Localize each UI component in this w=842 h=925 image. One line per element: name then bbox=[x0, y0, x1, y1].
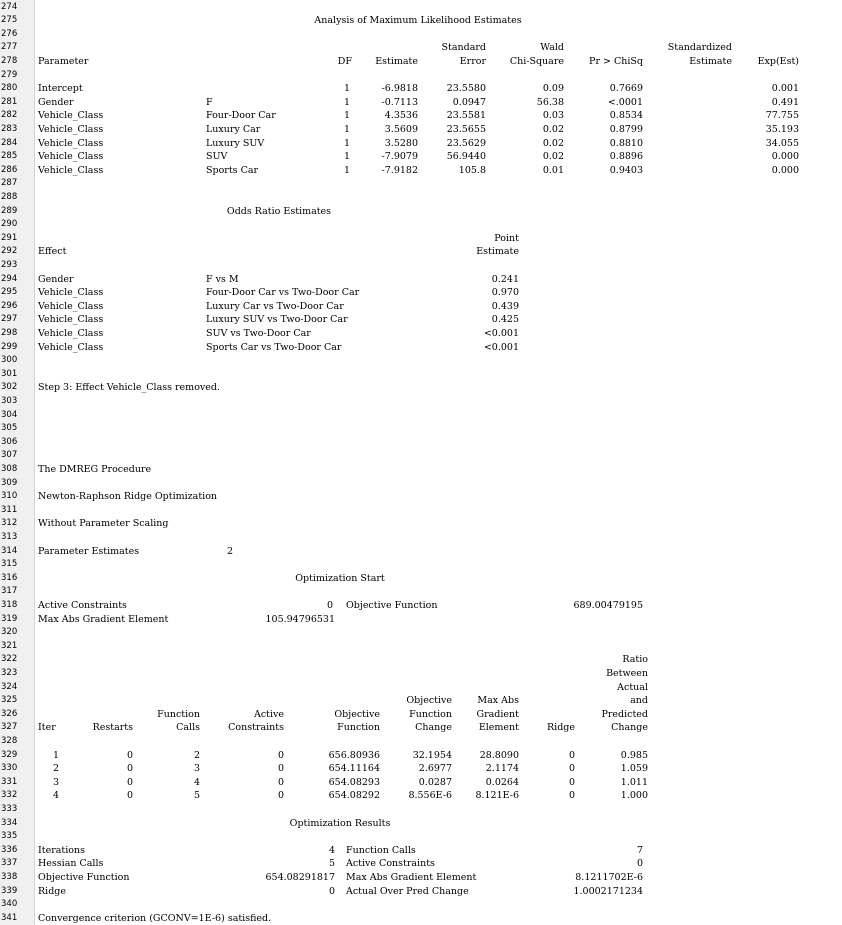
table-cell: 0.8534 bbox=[609, 110, 643, 122]
table-cell: 0.01 bbox=[542, 164, 564, 176]
table-cell: 0 bbox=[277, 790, 284, 802]
line-number: 330 bbox=[1, 763, 18, 774]
table-cell: 0.000 bbox=[771, 151, 799, 163]
line-number: 333 bbox=[1, 803, 18, 814]
line-number: 326 bbox=[1, 708, 18, 719]
table-cell: 0 bbox=[277, 749, 284, 761]
line-number: 325 bbox=[1, 695, 18, 706]
line-number: 306 bbox=[1, 436, 18, 447]
label-text: Function Calls bbox=[346, 844, 416, 856]
line-number: 318 bbox=[1, 599, 18, 610]
table-cell: 2 bbox=[193, 749, 200, 761]
column-header: Parameter bbox=[38, 55, 89, 67]
table-cell: 0.03 bbox=[542, 110, 564, 122]
line-number: 304 bbox=[1, 409, 18, 420]
column-header: Exp(Est) bbox=[757, 55, 799, 67]
table-cell: Vehicle_Class bbox=[38, 123, 104, 135]
line-number: 305 bbox=[1, 423, 18, 434]
table-cell: 8.121E-6 bbox=[475, 790, 519, 802]
column-header: Element bbox=[478, 722, 519, 734]
section-title: Optimization Results bbox=[289, 817, 391, 829]
line-number: 301 bbox=[1, 368, 18, 379]
line-number: 323 bbox=[1, 667, 18, 678]
line-number: 321 bbox=[1, 640, 18, 651]
table-cell: 23.5580 bbox=[446, 83, 486, 95]
line-number: 312 bbox=[1, 518, 18, 529]
table-cell: 23.5655 bbox=[446, 123, 486, 135]
column-header: Between bbox=[606, 667, 648, 679]
column-header: Pr > ChiSq bbox=[589, 55, 643, 67]
table-cell: 35.193 bbox=[765, 123, 799, 135]
table-cell: 654.11164 bbox=[328, 763, 380, 775]
column-header: Estimate bbox=[689, 55, 732, 67]
table-cell: Vehicle_Class bbox=[38, 327, 104, 339]
line-number: 340 bbox=[1, 899, 18, 910]
line-number: 278 bbox=[1, 55, 18, 66]
table-cell: 28.8090 bbox=[479, 749, 519, 761]
column-header: Standard bbox=[441, 42, 486, 54]
column-header: Function bbox=[337, 722, 380, 734]
value-text: 654.08291817 bbox=[265, 871, 335, 883]
table-cell: 105.8 bbox=[458, 164, 486, 176]
table-cell: 0 bbox=[277, 776, 284, 788]
line-number: 299 bbox=[1, 341, 18, 352]
table-cell: 0.0947 bbox=[452, 96, 486, 108]
line-number: 291 bbox=[1, 232, 18, 243]
table-cell: Vehicle_Class bbox=[38, 287, 104, 299]
table-cell: 3.5609 bbox=[384, 123, 418, 135]
table-cell: 0.425 bbox=[491, 314, 519, 326]
table-cell: 4 bbox=[193, 776, 200, 788]
value-text: 0 bbox=[636, 858, 643, 870]
line-number: 280 bbox=[1, 83, 18, 94]
line-number: 289 bbox=[1, 205, 18, 216]
column-header: Error bbox=[459, 55, 486, 67]
line-number: 277 bbox=[1, 42, 18, 53]
column-header: Ridge bbox=[547, 722, 575, 734]
table-cell: 56.38 bbox=[536, 96, 564, 108]
table-cell: -7.9079 bbox=[381, 151, 418, 163]
column-header: Effect bbox=[38, 246, 67, 258]
table-cell: 0 bbox=[126, 790, 133, 802]
procedure-title: The DMREG Procedure bbox=[38, 463, 152, 475]
table-cell: 1 bbox=[343, 164, 350, 176]
line-number: 285 bbox=[1, 151, 18, 162]
line-number: 300 bbox=[1, 355, 18, 366]
table-cell: <0.001 bbox=[483, 341, 519, 353]
line-number: 286 bbox=[1, 164, 18, 175]
line-number: 334 bbox=[1, 817, 18, 828]
line-number: 290 bbox=[1, 219, 18, 230]
table-cell: 8.556E-6 bbox=[408, 790, 452, 802]
table-cell: 0 bbox=[568, 790, 575, 802]
table-cell: 1 bbox=[343, 96, 350, 108]
table-cell: <0.001 bbox=[483, 327, 519, 339]
line-number: 276 bbox=[1, 28, 18, 39]
table-cell: Vehicle_Class bbox=[38, 300, 104, 312]
table-cell: -0.7113 bbox=[381, 96, 418, 108]
table-cell: Gender bbox=[38, 96, 74, 108]
column-header: Actual bbox=[617, 681, 648, 693]
line-number: 307 bbox=[1, 450, 18, 461]
table-cell: 3.5280 bbox=[384, 137, 418, 149]
table-cell: 32.1954 bbox=[412, 749, 452, 761]
table-cell: 1.000 bbox=[620, 790, 648, 802]
table-cell: 23.5629 bbox=[446, 137, 486, 149]
line-number: 314 bbox=[1, 545, 18, 556]
table-cell: 0.7669 bbox=[609, 83, 643, 95]
table-cell: Sports Car vs Two-Door Car bbox=[206, 341, 342, 353]
value-text: 105.94796531 bbox=[265, 613, 335, 625]
line-number: 287 bbox=[1, 178, 18, 189]
table-cell: 0.9403 bbox=[609, 164, 643, 176]
table-cell: Four-Door Car bbox=[206, 110, 276, 122]
table-cell: 1 bbox=[52, 749, 59, 761]
line-number: 317 bbox=[1, 586, 18, 597]
table-cell: Vehicle_Class bbox=[38, 151, 104, 163]
line-number: 316 bbox=[1, 572, 18, 583]
label-text: Parameter Estimates bbox=[38, 545, 140, 557]
line-number: 288 bbox=[1, 191, 18, 202]
table-cell: Gender bbox=[38, 273, 74, 285]
line-number: 336 bbox=[1, 844, 18, 855]
table-cell: 0 bbox=[568, 749, 575, 761]
table-cell: 0 bbox=[277, 763, 284, 775]
line-number: 313 bbox=[1, 531, 18, 542]
line-number: 332 bbox=[1, 790, 18, 801]
line-number: 309 bbox=[1, 477, 18, 488]
table-cell: 1 bbox=[343, 137, 350, 149]
table-cell: 1 bbox=[343, 123, 350, 135]
column-header: Predicted bbox=[601, 708, 648, 720]
line-number: 302 bbox=[1, 382, 18, 393]
table-cell: 2.6977 bbox=[418, 763, 452, 775]
column-header: Change bbox=[415, 722, 452, 734]
table-cell: 56.9440 bbox=[446, 151, 486, 163]
line-number: 338 bbox=[1, 871, 18, 882]
value-text: 8.1211702E-6 bbox=[575, 871, 643, 883]
line-number: 274 bbox=[1, 1, 18, 12]
line-number: 295 bbox=[1, 287, 18, 298]
table-cell: 23.5581 bbox=[446, 110, 486, 122]
column-header: DF bbox=[337, 55, 352, 67]
table-cell: 0.02 bbox=[542, 151, 564, 163]
table-cell: 0 bbox=[126, 749, 133, 761]
table-cell: 0.241 bbox=[491, 273, 519, 285]
column-header: Restarts bbox=[92, 722, 133, 734]
line-number: 283 bbox=[1, 123, 18, 134]
table-cell: Vehicle_Class bbox=[38, 164, 104, 176]
line-number: 303 bbox=[1, 395, 18, 406]
label-text: Hessian Calls bbox=[38, 858, 104, 870]
column-header: Objective bbox=[334, 708, 380, 720]
table-cell: -6.9818 bbox=[381, 83, 418, 95]
value-text: 5 bbox=[328, 858, 335, 870]
table-cell: 0 bbox=[126, 763, 133, 775]
table-cell: Luxury SUV bbox=[206, 137, 265, 149]
table-cell: 4.3536 bbox=[384, 110, 418, 122]
line-number: 329 bbox=[1, 749, 18, 760]
column-header: Ratio bbox=[622, 654, 648, 666]
table-cell: 0.02 bbox=[542, 137, 564, 149]
table-cell: 4 bbox=[52, 790, 59, 802]
table-cell: 3 bbox=[193, 763, 200, 775]
line-number: 339 bbox=[1, 885, 18, 896]
convergence-message: Convergence criterion (GCONV=1E-6) satisfied. bbox=[38, 912, 272, 924]
column-header: Iter bbox=[38, 722, 56, 734]
line-number: 297 bbox=[1, 314, 18, 325]
table-cell: Vehicle_Class bbox=[38, 314, 104, 326]
table-cell: Luxury Car vs Two-Door Car bbox=[206, 300, 344, 312]
column-header: Standardized bbox=[667, 42, 732, 54]
table-cell: Four-Door Car vs Two-Door Car bbox=[206, 287, 360, 299]
line-number: 324 bbox=[1, 681, 18, 692]
table-cell: 0 bbox=[568, 763, 575, 775]
table-cell: Intercept bbox=[38, 83, 83, 95]
table-cell: 0.8896 bbox=[609, 151, 643, 163]
line-number: 335 bbox=[1, 831, 18, 842]
method-title: Newton-Raphson Ridge Optimization bbox=[38, 491, 218, 503]
table-cell: Luxury SUV vs Two-Door Car bbox=[206, 314, 348, 326]
table-cell: 1 bbox=[343, 151, 350, 163]
table-cell: Sports Car bbox=[206, 164, 259, 176]
value-text: 0 bbox=[326, 599, 333, 611]
table-cell: 0.8799 bbox=[609, 123, 643, 135]
label-text: Objective Function bbox=[38, 871, 130, 883]
table-cell: 1.059 bbox=[620, 763, 648, 775]
column-header: Active bbox=[253, 708, 284, 720]
step-message: Step 3: Effect Vehicle_Class removed. bbox=[38, 382, 220, 394]
line-number: 328 bbox=[1, 735, 18, 746]
column-header: Point bbox=[494, 232, 519, 244]
table-cell: 0.970 bbox=[491, 287, 519, 299]
column-header: Constraints bbox=[228, 722, 284, 734]
table-cell: F vs M bbox=[206, 273, 239, 285]
line-number: 292 bbox=[1, 246, 18, 257]
line-number: 296 bbox=[1, 300, 18, 311]
table-cell: 34.055 bbox=[765, 137, 799, 149]
table-cell: 2.1174 bbox=[485, 763, 519, 775]
line-number: 327 bbox=[1, 722, 18, 733]
table-cell: 1 bbox=[343, 110, 350, 122]
label-text: Actual Over Pred Change bbox=[346, 885, 469, 897]
column-header: Estimate bbox=[375, 55, 418, 67]
table-cell: 0.8810 bbox=[609, 137, 643, 149]
table-cell: Luxury Car bbox=[206, 123, 261, 135]
line-number: 310 bbox=[1, 491, 18, 502]
table-cell: 2 bbox=[52, 763, 59, 775]
label-text: Objective Function bbox=[346, 599, 438, 611]
line-number: 275 bbox=[1, 15, 18, 26]
table-cell: 0.02 bbox=[542, 123, 564, 135]
table-cell: SUV bbox=[206, 151, 228, 163]
line-number: 311 bbox=[1, 504, 18, 515]
note-text: Without Parameter Scaling bbox=[38, 518, 169, 530]
line-number: 315 bbox=[1, 559, 18, 570]
label-text: Max Abs Gradient Element bbox=[38, 613, 169, 625]
table-cell: 0 bbox=[126, 776, 133, 788]
table-cell: 1.011 bbox=[620, 776, 648, 788]
table-cell: F bbox=[206, 96, 213, 108]
line-number: 279 bbox=[1, 69, 18, 80]
value-text: 4 bbox=[328, 844, 335, 856]
column-header: Function bbox=[157, 708, 200, 720]
table-cell: 0 bbox=[568, 776, 575, 788]
value-text: 0 bbox=[328, 885, 335, 897]
table-cell: <.0001 bbox=[607, 96, 643, 108]
value-text: 2 bbox=[226, 545, 233, 557]
label-text: Max Abs Gradient Element bbox=[346, 871, 477, 883]
line-number: 320 bbox=[1, 627, 18, 638]
column-header: and bbox=[630, 695, 648, 707]
value-text: 689.00479195 bbox=[573, 599, 643, 611]
table-cell: Vehicle_Class bbox=[38, 341, 104, 353]
line-number: 281 bbox=[1, 96, 18, 107]
label-text: Active Constraints bbox=[38, 599, 127, 611]
value-text: 1.0002171234 bbox=[573, 885, 643, 897]
table-cell: 0.491 bbox=[771, 96, 799, 108]
column-header: Chi-Square bbox=[509, 55, 564, 67]
table-cell: 656.80936 bbox=[328, 749, 380, 761]
table-cell: 0.439 bbox=[491, 300, 519, 312]
table-cell: 0.985 bbox=[620, 749, 648, 761]
table-cell: Vehicle_Class bbox=[38, 110, 104, 122]
table-cell: 5 bbox=[193, 790, 200, 802]
table-cell: 1 bbox=[343, 83, 350, 95]
line-number: 322 bbox=[1, 654, 18, 665]
line-number: 308 bbox=[1, 463, 18, 474]
column-header: Calls bbox=[176, 722, 200, 734]
line-number: 294 bbox=[1, 273, 18, 284]
column-header: Objective bbox=[406, 695, 452, 707]
table-cell: SUV vs Two-Door Car bbox=[206, 327, 311, 339]
line-number: 282 bbox=[1, 110, 18, 121]
line-number: 298 bbox=[1, 327, 18, 338]
table-title: Odds Ratio Estimates bbox=[226, 205, 332, 217]
table-cell: 77.755 bbox=[765, 110, 799, 122]
column-header: Wald bbox=[540, 42, 564, 54]
table-cell: Vehicle_Class bbox=[38, 137, 104, 149]
table-cell: 0.0287 bbox=[418, 776, 452, 788]
table-cell: -7.9182 bbox=[381, 164, 418, 176]
line-number: 293 bbox=[1, 259, 18, 270]
table-cell: 0.001 bbox=[771, 83, 799, 95]
line-number: 331 bbox=[1, 776, 18, 787]
line-number: 341 bbox=[1, 912, 18, 923]
section-title: Optimization Start bbox=[295, 572, 385, 584]
table-cell: 0.09 bbox=[542, 83, 564, 95]
table-cell: 654.08293 bbox=[328, 776, 380, 788]
column-header: Max Abs bbox=[477, 695, 519, 707]
label-text: Iterations bbox=[38, 844, 85, 856]
label-text: Ridge bbox=[38, 885, 66, 897]
line-number: 337 bbox=[1, 858, 18, 869]
table-cell: 0.000 bbox=[771, 164, 799, 176]
column-header: Change bbox=[611, 722, 648, 734]
table-title: Analysis of Maximum Likelihood Estimates bbox=[314, 15, 522, 27]
table-cell: 0.0264 bbox=[485, 776, 519, 788]
label-text: Active Constraints bbox=[346, 858, 435, 870]
column-header: Function bbox=[409, 708, 452, 720]
table-cell: 3 bbox=[52, 776, 59, 788]
line-number: 284 bbox=[1, 137, 18, 148]
column-header: Estimate bbox=[476, 246, 519, 258]
line-number: 319 bbox=[1, 613, 18, 624]
table-cell: 654.08292 bbox=[328, 790, 380, 802]
column-header: Gradient bbox=[476, 708, 519, 720]
value-text: 7 bbox=[636, 844, 643, 856]
